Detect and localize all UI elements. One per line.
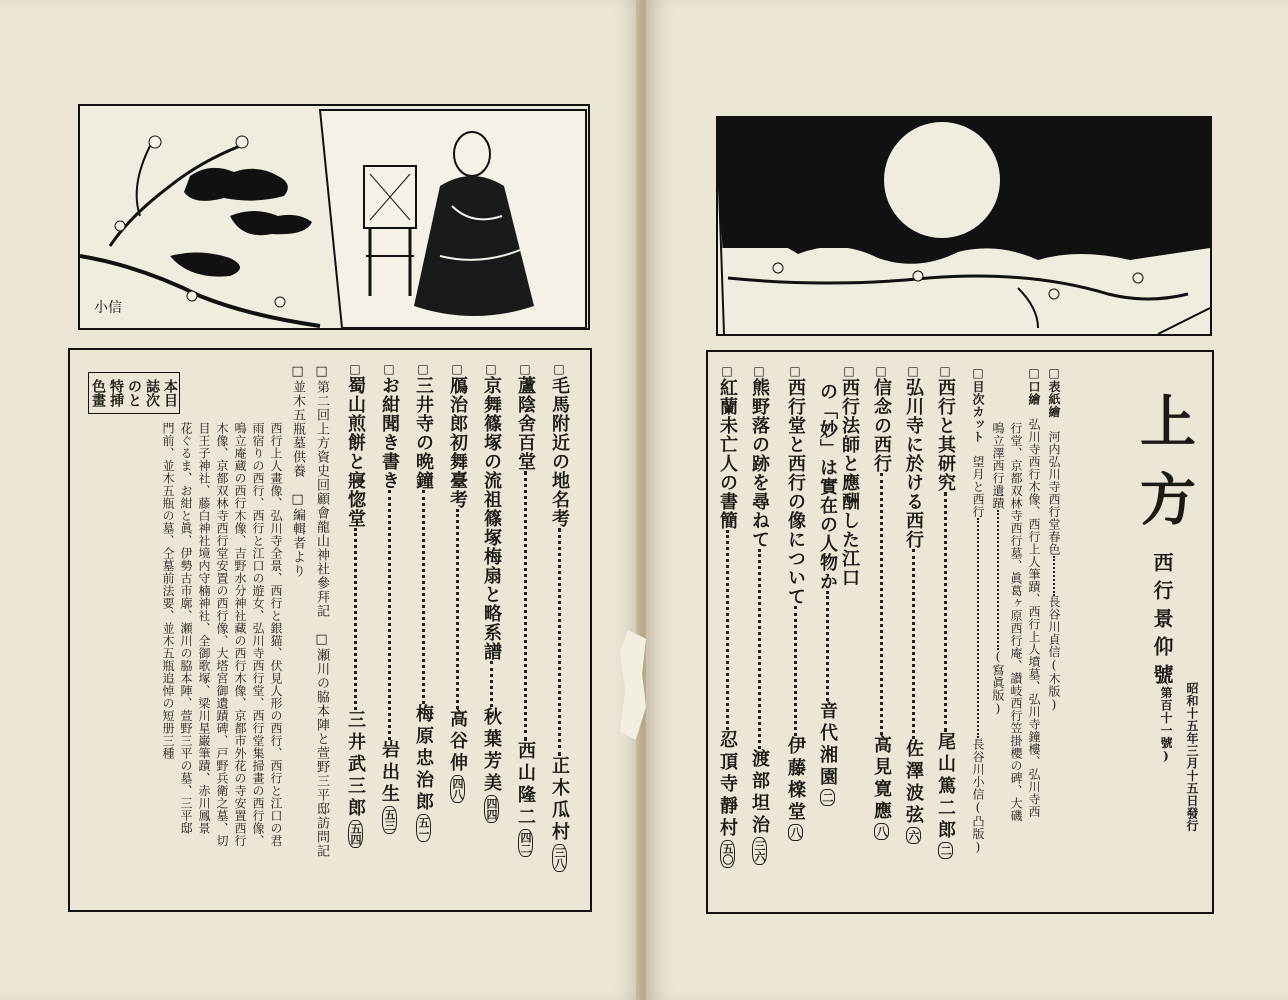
toc-note[interactable]: □並木五瓶墓供養 □編輯者より (290, 364, 305, 578)
article-title: 毛馬附近の地名考 (549, 376, 570, 528)
article-page: 六 (906, 827, 921, 844)
toc-entry[interactable]: □蘆陰舍百堂西山隆二四二 (516, 362, 534, 902)
leader-dots (422, 490, 425, 704)
toc-entry[interactable]: □毛馬附近の地名考正木瓜村三八 (550, 362, 568, 902)
special-label: 特挿 (108, 379, 124, 407)
magazine-title: 上方 (1131, 392, 1197, 548)
credit-label: 目次カット (971, 380, 985, 443)
article-author: 渡部坦治 (749, 749, 770, 837)
article-author: 正木瓜村 (549, 756, 570, 844)
special-label: 本目 (162, 379, 178, 407)
special-text-line: 鳴立庵蔵の西行木像、吉野水分神社藏の西行木像、京都市外花の寺安置西行 (233, 422, 247, 847)
article-author: 高谷伸 (447, 709, 468, 775)
article-author: 音代湘園 (817, 701, 838, 789)
article-page: 二 (820, 789, 835, 806)
leader-dots (388, 490, 391, 740)
special-label: 誌次 (144, 379, 160, 407)
article-title: お紺聞き書き (379, 376, 400, 490)
article-author: 伊藤檪堂 (785, 736, 806, 824)
toc-entry[interactable]: □熊野落の跡を尋ねて渡部坦治三六 (750, 364, 768, 865)
article-author: 岩出生 (379, 740, 400, 806)
toc-entry[interactable]: □三井寺の晩鐘梅原忠治郎五一 (414, 362, 432, 902)
toc-entry[interactable]: □弘川寺に於ける西行佐澤波弦六 (904, 364, 922, 844)
left-toc-frame (68, 348, 592, 912)
special-text-line: 雨宿りの西行、西行と江口の遊女、弘川寺西行堂、西行堂集掃畫の西行像、 (251, 422, 265, 847)
credit-cover[interactable]: □表紙繪 河内弘川寺西行堂春色長谷川貞信(木版) (1047, 366, 1061, 712)
credit-text: 鳴立澤西行遺蹟 (991, 422, 1005, 510)
credit-label: 口繪 (1027, 380, 1041, 406)
moon-illustration (716, 116, 1212, 336)
toc-entry[interactable]: □西行堂と西行の像について伊藤檪堂八 (786, 364, 804, 841)
article-page: 五四 (348, 820, 363, 848)
toc-entry[interactable]: □信念の西行高見寛應八 (872, 364, 890, 840)
article-title: 熊野落の跡を尋ねて (749, 378, 770, 549)
toc-entry[interactable]: □西行と其研究尾山篤二郎二 (936, 364, 954, 859)
article-author: 秋葉芳美 (481, 707, 502, 795)
article-author: 高見寛應 (871, 735, 892, 823)
article-page: 三六 (752, 837, 767, 865)
credit-note: (木版) (1047, 658, 1061, 712)
credit-text: 河内弘川寺西行堂春色 (1047, 430, 1061, 556)
credit-author: 長谷川小信 (971, 738, 985, 801)
article-title: 西行堂と西行の像について (785, 378, 806, 606)
article-title: 京舞篠塚の流祖篠塚梅扇と略系譜 (481, 376, 502, 661)
special-text-line: 木像、京都双林寺西行堂安置の西行像、大塔宮御遺蹟碑、戸野兵衛之墓、切 (215, 422, 229, 847)
article-title: 西行法師と應酬した江口 (839, 378, 860, 587)
svg-text:小信: 小信 (94, 300, 122, 316)
article-page: 二 (938, 842, 953, 859)
article-page: 四二 (518, 829, 533, 857)
issue-number: (第百十一號) (1159, 672, 1173, 764)
article-title: 蘆陰舍百堂 (515, 376, 536, 471)
special-label: のと (126, 379, 142, 407)
issue-date: 昭和十五年三月十五日發行 (1185, 682, 1199, 832)
article-title: 三井寺の晩鐘 (413, 376, 434, 490)
article-page: 八 (874, 823, 889, 840)
special-text-line: 門前、並木五瓶の墓、仝墓前法要、並木五瓶追悼の短册三種 (161, 422, 175, 760)
article-page: 五一 (416, 814, 431, 842)
leader-dots (490, 661, 493, 707)
article-author: 西山隆二 (515, 741, 536, 829)
article-page: 四四 (484, 795, 499, 823)
special-text-line: 西行上人畫像、弘川寺全景、西行と銀猫、伏見人形の西行、西行と江口の君 (269, 422, 283, 847)
article-title: 弘川寺に於ける西行 (903, 378, 924, 549)
article-title: 信念の西行 (871, 378, 892, 473)
special-label-box (88, 372, 180, 414)
monk-illustration (78, 104, 590, 330)
credit-text: 望月と西行 (971, 455, 985, 518)
article-title: 西行と其研究 (935, 378, 956, 492)
toc-entry[interactable]: □京舞篠塚の流祖篠塚梅扇と略系譜秋葉芳美四四 (482, 362, 500, 902)
toc-entry[interactable]: □紅蘭未亡人の書簡忍頂寺靜村五〇 (718, 364, 736, 868)
credit-label: 表紙繪 (1047, 380, 1061, 418)
article-title: の「妙」は實在の人物か (817, 382, 838, 591)
credit-text: 弘川寺西行木像、西行上人筆蹟、西行上人墳墓、弘川寺鐘樓、弘川寺西 (1027, 418, 1041, 818)
toc-entry[interactable]: □鴈治郎初舞臺考高谷伸四八 (448, 362, 466, 902)
article-author: 佐澤波弦 (903, 739, 924, 827)
issue-name: 西行景仰號 (1150, 552, 1174, 692)
right-page (646, 0, 1288, 1000)
credit-note: (寫眞版) (991, 649, 1005, 716)
special-text-line: 花ぐるま、お紺と眞、伊勢古市廓、瀬川の脇本陣、萱野三平の墓、三平邸 (179, 422, 193, 835)
article-author: 三井武三郎 (345, 710, 366, 820)
article-page: 五〇 (720, 840, 735, 868)
article-page: 五三 (382, 806, 397, 834)
credit-text: 行堂、京都双林寺西行墓、眞葛ヶ原西行庵、讃岐西行笠掛櫻の碑、大磯 (1009, 422, 1023, 822)
toc-note[interactable]: □第二回上方資史回顧會龍山神社參拜記 □瀬川の脇本陣と萱野三平邸訪問記 (314, 364, 329, 858)
special-label: 色畫 (90, 379, 106, 407)
article-title: 紅蘭未亡人の書簡 (717, 378, 738, 530)
credit-frontispiece-line (1010, 422, 1022, 822)
toc-entry[interactable]: □蜀山煎餅と寢惚堂三井武三郎五四 (346, 362, 364, 902)
article-title: 蜀山煎餅と寢惚堂 (345, 376, 366, 528)
credit-frontispiece[interactable]: □口繪 弘川寺西行木像、西行上人筆蹟、西行上人墳墓、弘川寺鐘樓、弘川寺西 (1027, 366, 1041, 818)
leader-dots (558, 528, 561, 756)
right-toc-frame (706, 350, 1214, 914)
toc-entry[interactable] (818, 382, 836, 806)
article-page: 八 (788, 824, 803, 841)
article-title: 鴈治郎初舞臺考 (447, 376, 468, 509)
credit-author: 長谷川貞信 (1047, 595, 1061, 658)
article-author: 忍頂寺靜村 (717, 730, 738, 840)
left-page (0, 0, 642, 1000)
article-author: 梅原忠治郎 (413, 704, 434, 814)
credit-note: (凸版) (971, 800, 985, 855)
leader-dots (456, 509, 459, 709)
credit-frontispiece-line (992, 422, 1004, 716)
leader-dots (524, 471, 527, 741)
leader-dots (354, 528, 357, 710)
toc-entry[interactable]: □西行法師と應酬した江口 (839, 364, 860, 587)
toc-entry[interactable]: □お紺聞き書き岩出生五三 (380, 362, 398, 902)
article-page: 四八 (450, 775, 465, 803)
credit-cut[interactable]: □目次カット 望月と西行長谷川小信(凸版) (971, 366, 985, 855)
article-page: 三八 (552, 844, 567, 872)
article-author: 尾山篤二郎 (935, 732, 956, 842)
special-text-line: 目王子神社、藤白神社境内守楠神社、全御歌塚、梁川星巌筆蹟、赤川鳳景 (197, 422, 211, 835)
